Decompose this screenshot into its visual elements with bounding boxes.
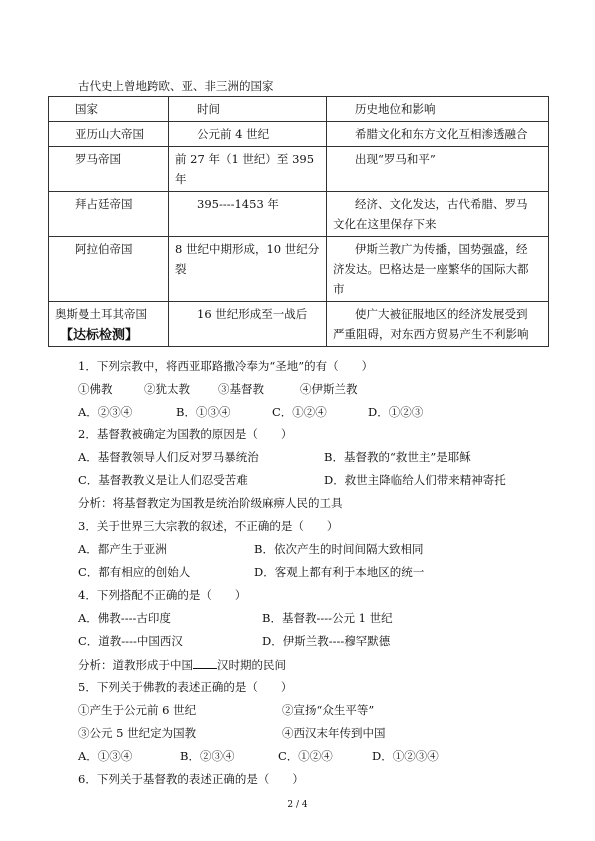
q1-option-d: D．①②③ — [368, 405, 424, 419]
q4-option-d: D．伊斯兰教----穆罕默德 — [262, 634, 391, 648]
cell-impact-line: 文化在这里保存下来 — [333, 217, 437, 231]
cell-impact — [327, 237, 549, 302]
cell-time-line: 8 世纪中期形成，10 世纪分 — [175, 242, 320, 256]
cell-time-line: 裂 — [175, 262, 187, 276]
q1-item: ④伊斯兰教 — [300, 382, 358, 396]
q5-item: ④西汉末年传到中国 — [282, 726, 386, 740]
q1-item: ②犹太教 — [144, 382, 190, 396]
header-impact: 历史地位和影响 — [327, 97, 549, 122]
q2-option-a: A．基督教领导人们反对罗马暴统治 — [78, 450, 259, 464]
q1-option-a: A．②③④ — [78, 405, 133, 419]
q4-option-c: C．道教----中国西汉 — [78, 634, 183, 648]
cell-impact: 出现“罗马和平” — [327, 147, 549, 192]
q2-analysis: 分析：将基督教定为国教是统治阶级麻痹人民的工具 — [78, 496, 343, 510]
cell-impact-line: 经济、文化发达，古代希腊、罗马 — [355, 197, 528, 211]
table-row — [49, 237, 549, 302]
q4-analysis-post: 汉时期的民间 — [217, 658, 286, 672]
q3-option-c: C．都有相应的创始人 — [78, 565, 191, 579]
cell-impact-line: 市 — [333, 282, 345, 296]
cell-country: 罗马帝国 — [49, 147, 169, 192]
q1-item: ①佛教 — [78, 382, 113, 396]
table-row — [49, 147, 549, 192]
cell-impact — [327, 192, 549, 237]
q4-analysis — [78, 656, 286, 673]
q5-item: ②宣扬“众生平等” — [282, 703, 375, 717]
q5-option-c: C．①②④ — [278, 749, 333, 763]
question-3-stem: 3．关于世界三大宗教的叙述，不正确的是（ ） — [78, 519, 339, 533]
q1-item: ③基督教 — [218, 382, 264, 396]
cell-impact-line: 使广大被征服地区的经济发展受到 — [355, 307, 528, 321]
q5-item: ③公元 5 世纪定为国教 — [78, 726, 197, 740]
q5-option-b: B．②③④ — [180, 749, 235, 763]
q4-analysis-pre: 分析：道教形成于中国 — [78, 658, 193, 672]
q3-option-a: A．都产生于亚洲 — [78, 542, 167, 556]
table-row — [49, 122, 549, 147]
q1-option-b: B．①③④ — [176, 405, 231, 419]
question-4-stem: 4．下列搭配不正确的是（ ） — [78, 588, 247, 602]
q2-option-d: D．救世主降临给人们带来精神寄托 — [324, 473, 506, 487]
cell-country: 亚历山大帝国 — [49, 122, 169, 147]
page-number: 2 / 4 — [287, 800, 308, 810]
table-header-row — [49, 97, 549, 122]
cell-time: 前 27 年（1 世纪）至 395 年 — [169, 147, 327, 192]
cell-impact-line: 济发达。巴格达是一座繁华的国际大都 — [333, 262, 529, 276]
cell-time — [169, 237, 327, 302]
cell-time: 公元前 4 世纪 — [169, 122, 327, 147]
question-6-stem: 6．下列关于基督教的表述正确的是（ ） — [78, 772, 304, 786]
cell-time: 395----1453 年 — [169, 192, 327, 237]
q5-option-d: D．①②③④ — [372, 749, 439, 763]
table-row — [49, 192, 549, 237]
q3-option-d: D．客观上都有利于本地区的统一 — [254, 565, 425, 579]
cell-country: 奥斯曼土耳其帝国 — [49, 302, 169, 347]
cell-impact-line: 严重阻碍，对东西方贸易产生不利影响 — [333, 327, 529, 341]
q4-option-b: B．基督教----公元 1 世纪 — [262, 611, 393, 625]
section-title: 【达标检测】 — [60, 328, 139, 343]
q5-item: ①产生于公元前 6 世纪 — [78, 703, 197, 717]
question-2-stem: 2．基督教被确定为国教的原因是（ ） — [78, 427, 293, 441]
q1-option-c: C．①②④ — [272, 405, 327, 419]
cell-country: 阿拉伯帝国 — [49, 237, 169, 302]
cell-impact — [327, 302, 549, 347]
table-caption: 古代史上曾地跨欧、亚、非三洲的国家 — [78, 79, 274, 93]
question-5-stem: 5．下列关于佛教的表述正确的是（ ） — [78, 680, 293, 694]
header-time: 时间 — [169, 97, 327, 122]
q5-option-a: A．①③④ — [78, 749, 133, 763]
cell-country: 拜占廷帝国 — [49, 192, 169, 237]
q2-option-c: C．基督教教义是让人们忍受苦难 — [78, 473, 248, 487]
cell-impact-line: 伊斯兰教广为传播，国势强盛，经 — [355, 242, 528, 256]
q4-option-a: A．佛教----古印度 — [78, 611, 171, 625]
fill-in-blank — [193, 656, 217, 669]
q3-option-b: B．依次产生的时间间隔大致相同 — [254, 542, 424, 556]
question-1-stem: 1．下列宗教中，将西亚耶路撒冷奉为“圣地”的有（ ） — [78, 359, 374, 373]
q2-option-b: B．基督教的“救世主”是耶稣 — [324, 450, 471, 464]
cell-time: 16 世纪形成至一战后 — [169, 302, 327, 347]
cell-impact: 希腊文化和东方文化互相渗透融合 — [327, 122, 549, 147]
header-country: 国家 — [49, 97, 169, 122]
empires-table — [48, 96, 549, 347]
